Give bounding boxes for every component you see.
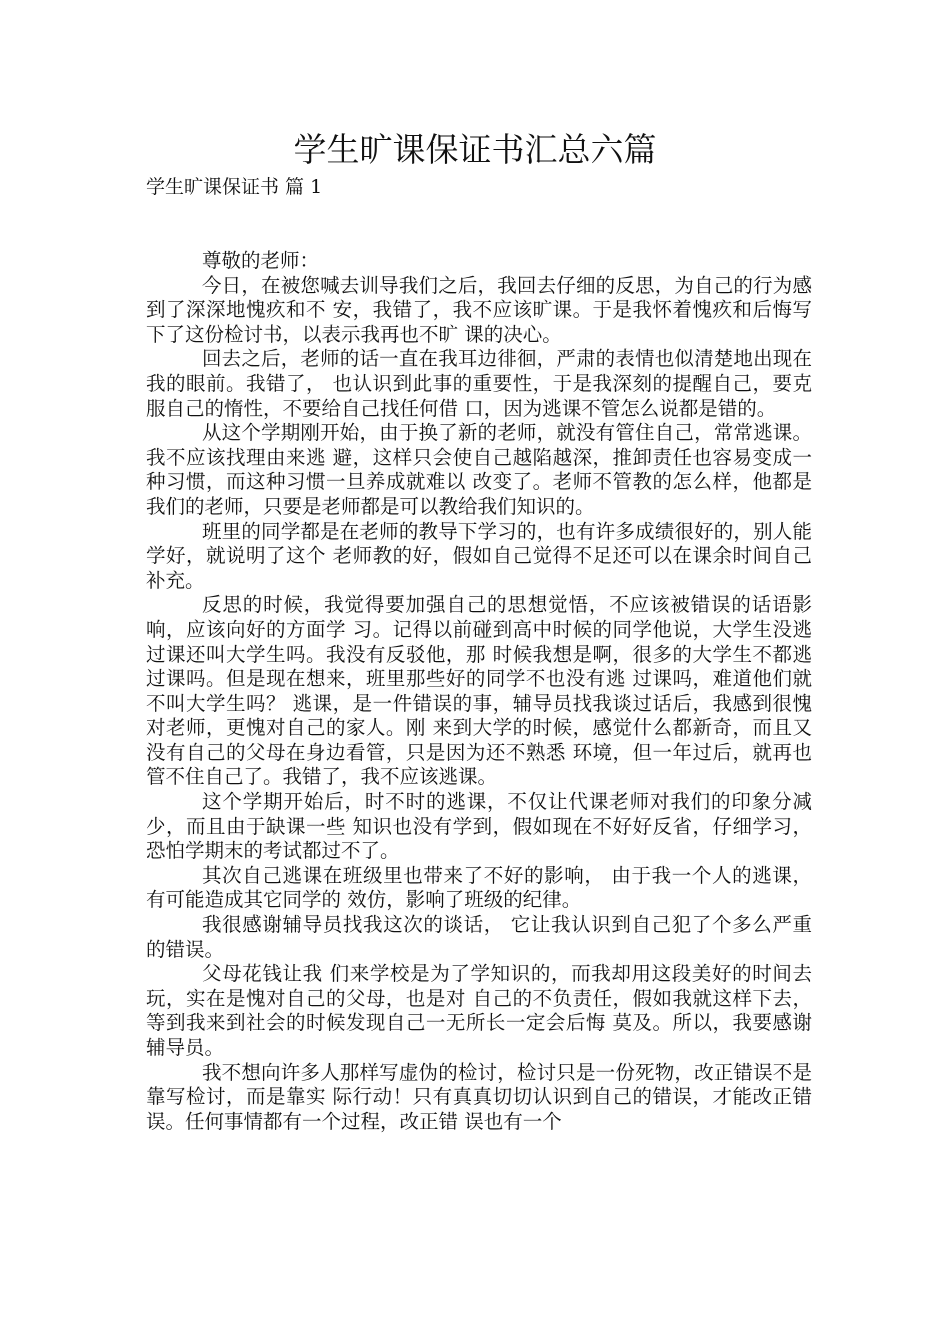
letter-body <box>146 249 812 1134</box>
section-heading: 学生旷课保证书 篇 1 <box>146 176 323 198</box>
paragraph-8: 我很感谢辅导员找我这次的谈话， 它让我认识到自己犯了个多么严重的错误。 <box>146 913 812 961</box>
paragraph-4: 班里的同学都是在老师的教导下学习的，也有许多成绩很好的，别人能学好，就说明了这个 老师教的好，假如自己觉得不足还可以在课余时间自己补充。 <box>146 519 812 592</box>
paragraph-2: 回去之后，老师的话一直在我耳边徘徊，严肃的表情也似清楚地出现在我的眼前。我错了， 也认识到此事的重要性，于是我深刻的提醒自己，要克服自己的惰性，不要给自己找任何借 口，因为逃课不管怎么说都是错的。 <box>146 347 812 420</box>
paragraph-5: 反思的时候，我觉得要加强自己的思想觉悟，不应该被错误的话语影响，应该向好的方面学 习。记得以前碰到高中时候的同学他说，大学生没逃过课还叫大学生吗。我没有反驳他，那 时候我想是啊，很多的大学生不都逃过课吗。但是现在想来，班里那些好的同学不也没有逃 过课吗，难道他们就不叫大学生吗？ 逃课，是一件错误的事，辅导员找我谈过话后，我感到很愧对老师，更愧对自己的家人。刚 来到大学的时候，感觉什么都新奇，而且又没有自己的父母在身边看管，只是因为还不熟悉 环境，但一年过后，就再也管不住自己了。我错了，我不应该逃课。 <box>146 593 812 789</box>
paragraph-6: 这个学期开始后，时不时的逃课，不仅让代课老师对我们的印象分减少，而且由于缺课一些 知识也没有学到，假如现在不好好反省，仔细学习，恐怕学期末的考试都过不了。 <box>146 790 812 863</box>
salutation: 尊敬的老师： <box>202 249 320 272</box>
paragraph-10: 我不想向许多人那样写虚伪的检讨，检讨只是一份死物，改正错误不是靠写检讨，而是靠实 际行动！只有真真切切认识到自己的错误，才能改正错误。任何事情都有一个过程，改正错 误也有一个 <box>146 1060 812 1133</box>
paragraph-7: 其次自己逃课在班级里也带来了不好的影响， 由于我一个人的逃课， 有可能造成其它同学的 效仿，影响了班级的纪律。 <box>146 863 812 912</box>
paragraph-3: 从这个学期刚开始，由于换了新的老师，就没有管住自己，常常逃课。我不应该找理由来逃 避，这样只会使自己越陷越深，推卸责任也容易变成一种习惯，而这种习惯一旦养成就难以 改变了。老师不管教的怎么样，他都是我们的老师，只要是老师都是可以教给我们知识的。 <box>146 421 812 518</box>
document-title: 学生旷课保证书汇总六篇 <box>293 130 657 169</box>
paragraph-9: 父母花钱让我 们来学校是为了学知识的，而我却用这段美好的时间去玩，实在是愧对自己的父母，也是对 自己的不负责任，假如我就这样下去， 等到我来到社会的时候发现自己一无所长一定会后悔 莫及。所以，我要感谢辅导员。 <box>146 962 812 1059</box>
paragraph-1: 今日，在被您喊去训导我们之后，我回去仔细的反思，为自己的行为感到了深深地愧疚和不 安，我错了，我不应该旷课。于是我怀着愧疚和后悔写下了这份检讨书，以表示我再也不旷 课的决心。 <box>146 273 812 346</box>
